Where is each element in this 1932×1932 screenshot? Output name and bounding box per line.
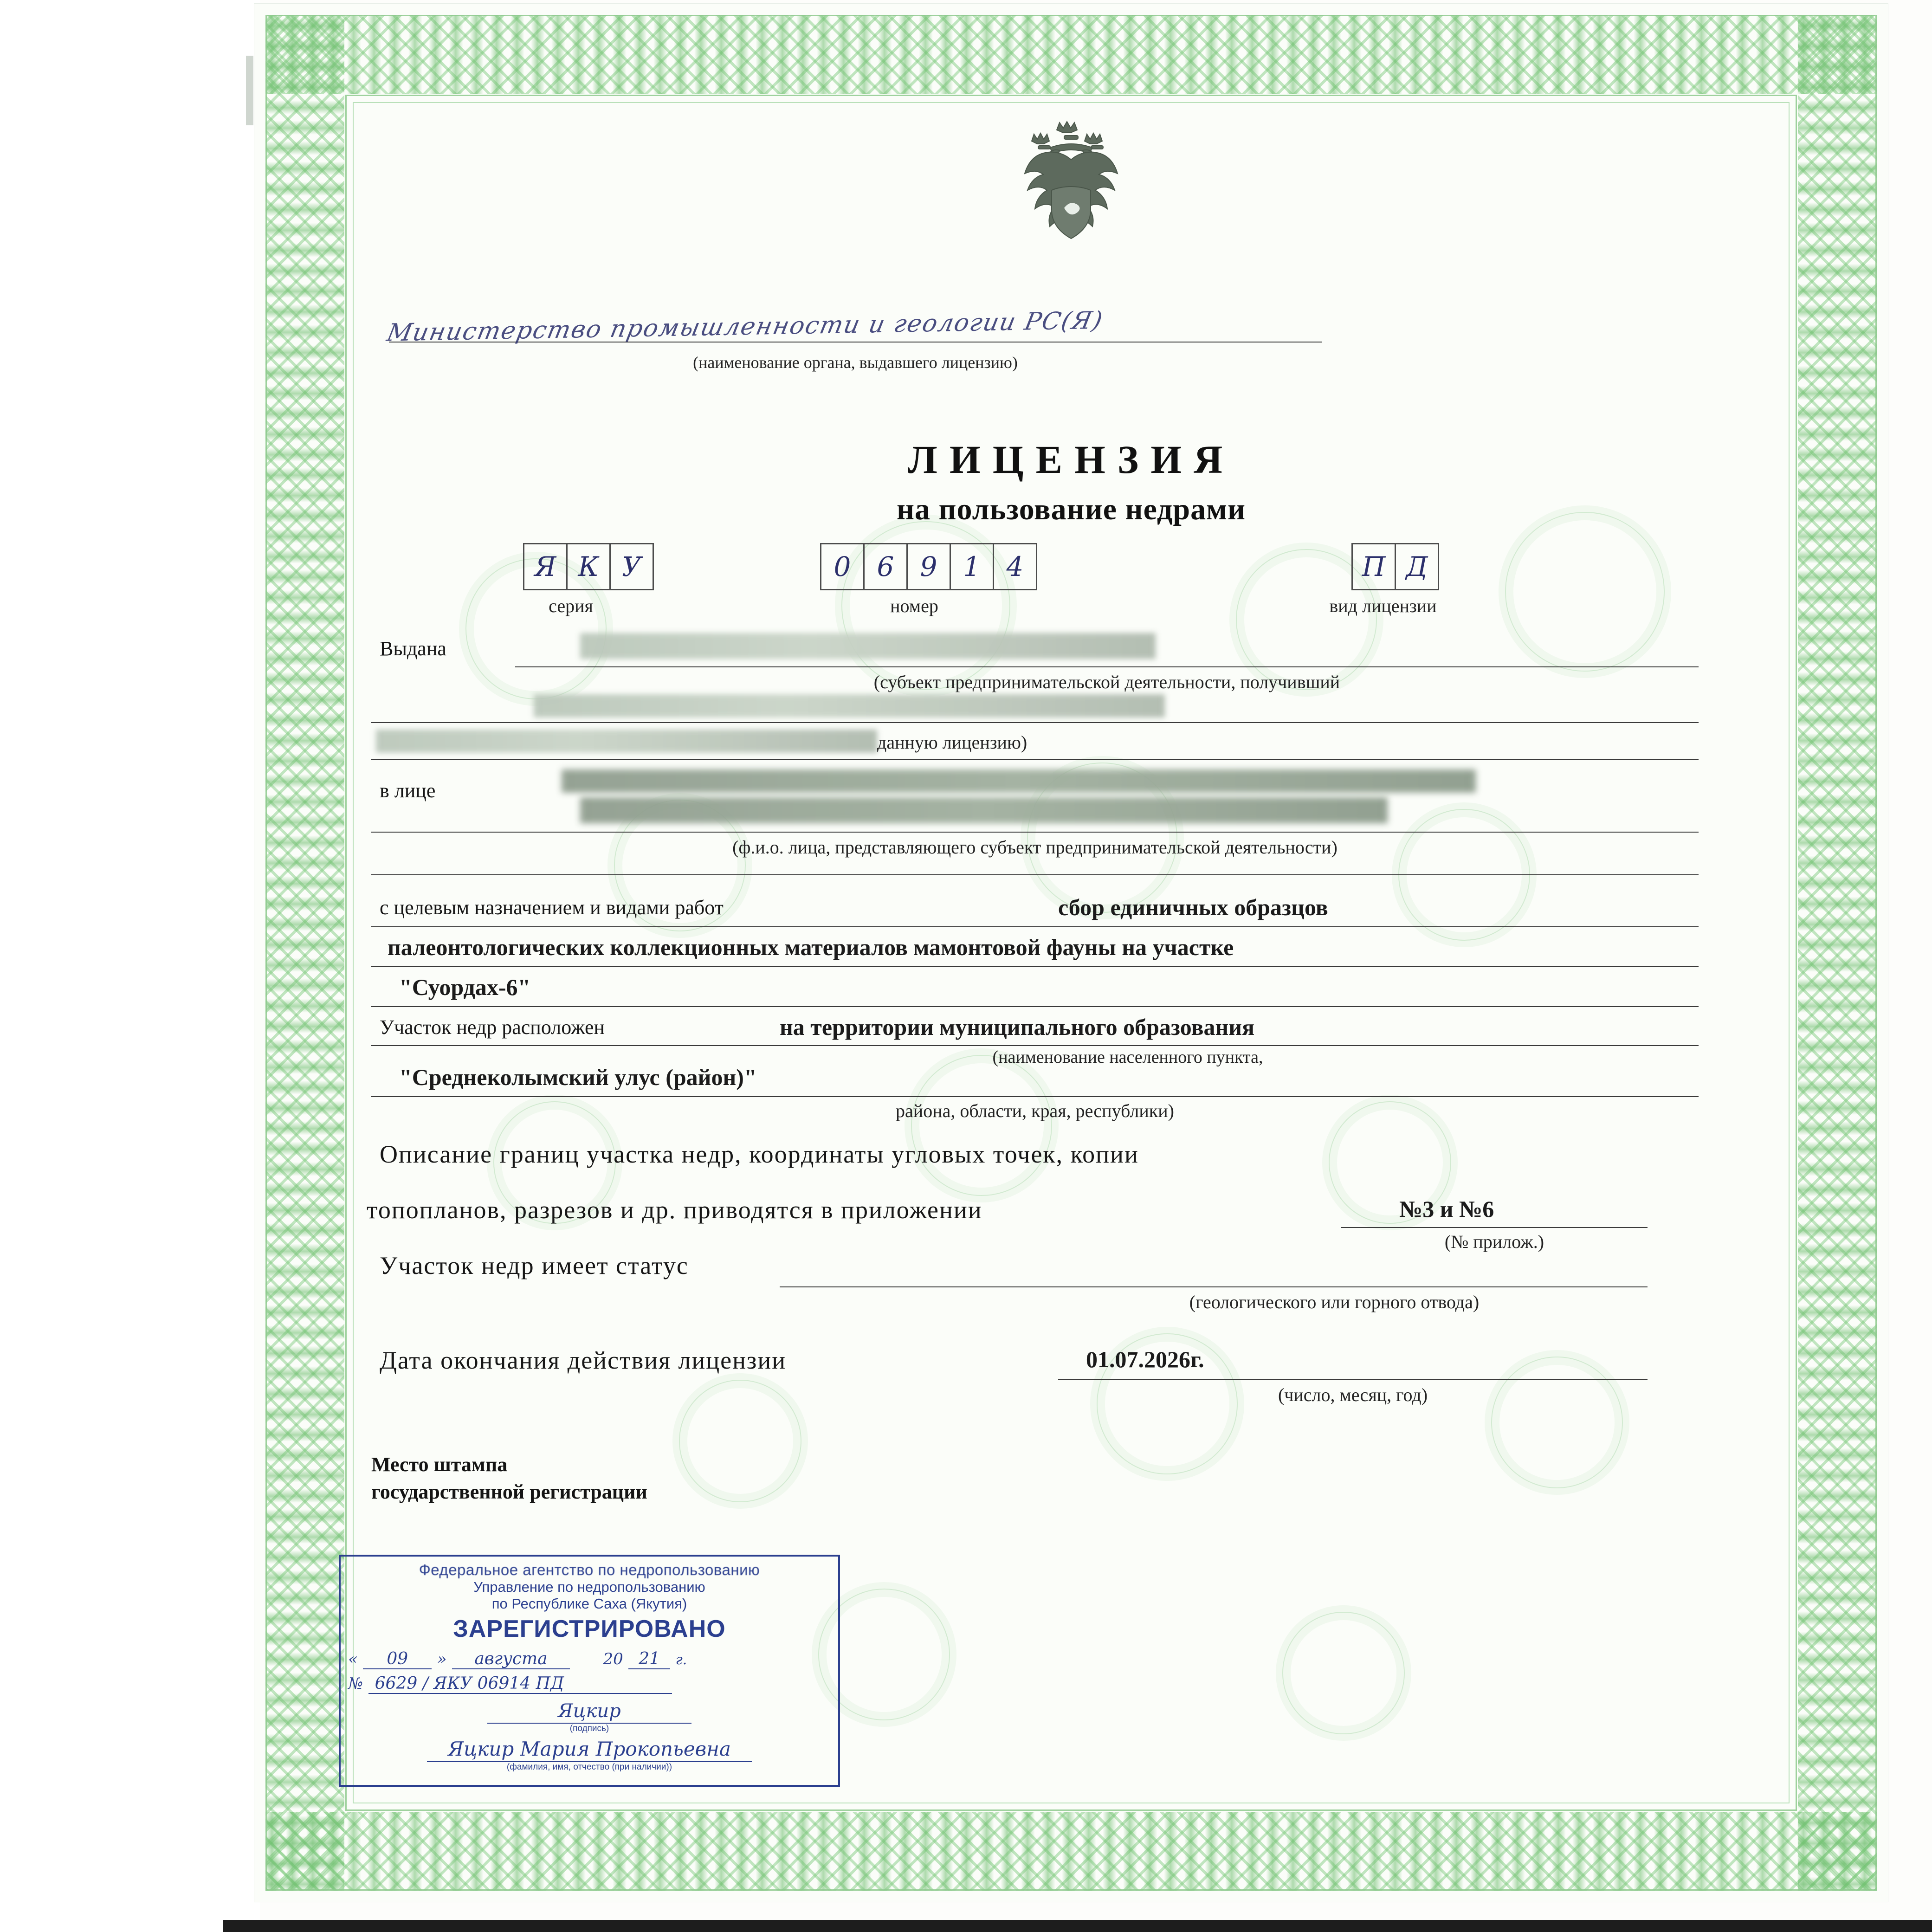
purpose-rule-1 <box>371 926 1699 927</box>
stamp-name-block <box>348 1738 831 1772</box>
expiry-rule <box>1058 1379 1648 1380</box>
series-char: У <box>609 543 654 590</box>
issued-to-redacted-value-2 <box>534 694 1165 717</box>
stamp-number-row <box>348 1674 831 1694</box>
stamp-agency-line-1: Федеральное агентство по недропользованию <box>419 1561 760 1578</box>
boundaries-line-1: Описание границ участка недр, координаты угловых точек, копии <box>380 1140 1139 1168</box>
issued-to-redacted-value-3 <box>376 730 877 753</box>
location-value-1: на территории муниципального образования <box>780 1014 1255 1040</box>
location-rule-1 <box>371 1045 1699 1046</box>
issued-to-rule-3 <box>371 759 1699 760</box>
stamp-year: 21 <box>628 1649 670 1669</box>
registration-stamp <box>339 1555 840 1787</box>
location-value-2: "Среднеколымский улус (район)" <box>399 1064 757 1090</box>
purpose-value-line-3: "Суордах-6" <box>399 974 531 1000</box>
number-char: 6 <box>863 543 908 590</box>
purpose-value-line-1: сбор единичных образцов <box>1058 894 1328 920</box>
series-caption: серия <box>549 595 593 616</box>
license-type-char: Д <box>1395 543 1439 590</box>
representative-caption: (ф.и.о. лица, представляющего субъект предпринимательской деятельности) <box>732 837 1338 858</box>
stamp-signature-caption: (подпись) <box>487 1723 691 1734</box>
number-char: 4 <box>993 543 1037 590</box>
stamp-month: августа <box>452 1649 570 1669</box>
scan-left-artifact <box>246 56 253 125</box>
status-label: Участок недр имеет статус <box>380 1252 689 1279</box>
document-title: ЛИЦЕНЗИЯ <box>907 437 1235 482</box>
issuing-authority-handwritten: Министерство промышленности и геологии РС(Я) <box>384 306 1106 347</box>
stamp-year-prefix: 20 <box>603 1650 623 1668</box>
stamp-official-name: Яцкир Мария Прокопьевна <box>448 1738 731 1760</box>
stamp-number-label: № <box>348 1674 363 1693</box>
stamp-signature-block <box>348 1700 831 1734</box>
purpose-value-line-2: палеонтологических коллекционных материалов мамонтовой фауны на участке <box>388 934 1234 960</box>
representative-redacted-strip-1 <box>562 769 1476 793</box>
stamp-year-suffix: г. <box>675 1652 687 1668</box>
expiry-label: Дата окончания действия лицензии <box>380 1346 787 1374</box>
license-type-caption: вид лицензии <box>1329 595 1437 616</box>
representative-redacted-strip-2 <box>580 797 1388 823</box>
certificate-content <box>348 111 1780 1794</box>
stamp-place-line-2: государственной регистрации <box>371 1480 647 1503</box>
stamp-agency-line-3: по Республике Саха (Якутия) <box>491 1596 687 1612</box>
issued-to-rule-2 <box>371 722 1699 723</box>
boundaries-line-2: топопланов, разрезов и др. приводятся в приложении <box>367 1196 982 1224</box>
number-char: 9 <box>906 543 951 590</box>
issued-to-label: Выдана <box>380 637 446 660</box>
stamp-name-caption: (фамилия, имя, отчество (при наличии)) <box>427 1761 752 1772</box>
annex-rule <box>1341 1227 1648 1228</box>
license-certificate-sheet <box>254 4 1888 1902</box>
document-subtitle: на пользование недрами <box>896 492 1246 526</box>
expiry-caption: (число, месяц, год) <box>1278 1384 1428 1405</box>
issued-to-rule <box>515 666 1699 667</box>
annex-caption: (№ прилож.) <box>1444 1231 1544 1252</box>
issued-to-caption-1: (субъект предпринимательской деятельности, получивший <box>873 672 1340 692</box>
stamp-signature: Яцкир <box>558 1700 621 1722</box>
russian-coat-of-arms-icon <box>974 117 1169 261</box>
license-type-char: П <box>1351 543 1396 590</box>
number-char: 1 <box>950 543 994 590</box>
representative-rule-2 <box>371 874 1699 875</box>
stamp-place-line-1: Место штампа <box>371 1453 508 1476</box>
purpose-label: с целевым назначением и видами работ <box>380 896 724 919</box>
series-boxes <box>524 543 654 590</box>
representative-rule <box>371 832 1699 833</box>
scan-left-margin <box>0 0 260 1932</box>
issuing-authority-caption: (наименование органа, выдавшего лицензию) <box>693 353 1018 372</box>
stamp-registered-word: ЗАРЕГИСТРИРОВАНО <box>453 1615 726 1642</box>
stamp-day: 09 <box>363 1649 432 1669</box>
purpose-rule-2 <box>371 966 1699 967</box>
status-caption: (геологического или горного отвода) <box>1189 1292 1480 1312</box>
issuing-authority-field <box>384 306 1322 347</box>
status-rule <box>780 1286 1648 1287</box>
location-caption-1: (наименование населенного пункта, <box>992 1047 1263 1067</box>
annex-value: №3 и №6 <box>1399 1196 1494 1222</box>
stamp-number-value: 6629 / ЯКУ 06914 ПД <box>368 1674 672 1694</box>
location-rule-2 <box>371 1096 1699 1097</box>
license-type-boxes <box>1353 543 1439 590</box>
issued-to-caption-2: данную лицензию) <box>877 732 1027 753</box>
location-caption-2: района, области, края, республики) <box>896 1100 1174 1121</box>
stamp-date-row: « 09 » августа 20 21 г. <box>348 1649 687 1668</box>
purpose-rule-3 <box>371 1006 1699 1007</box>
series-char: К <box>566 543 611 590</box>
series-char: Я <box>523 543 568 590</box>
number-boxes <box>821 543 1037 590</box>
scan-bottom-artifact <box>223 1920 1932 1932</box>
stamp-agency-line-2: Управление по недропользованию <box>473 1579 705 1595</box>
issued-to-redacted-value <box>580 633 1156 659</box>
representative-label: в лице <box>380 779 436 802</box>
expiry-value: 01.07.2026г. <box>1086 1346 1204 1372</box>
stamp-place-note <box>371 1453 647 1504</box>
number-caption: номер <box>890 595 938 616</box>
location-label: Участок недр расположен <box>380 1016 605 1039</box>
number-char: 0 <box>820 543 865 590</box>
